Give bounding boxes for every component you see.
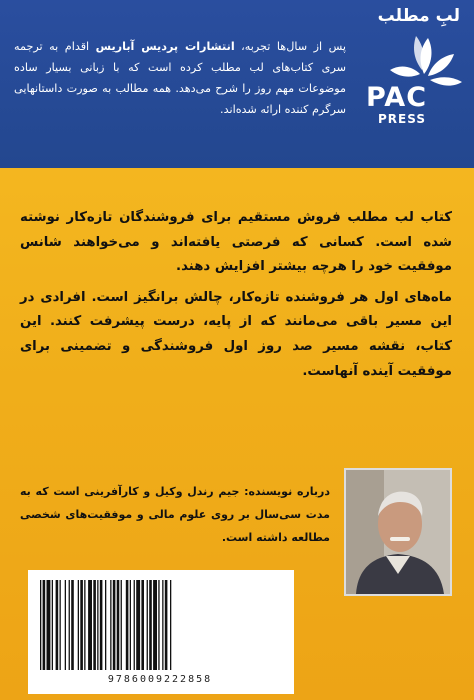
barcode-stripe xyxy=(43,580,46,670)
barcode-stripe xyxy=(162,580,163,670)
series-title: لبِ مطلب xyxy=(377,6,460,26)
barcode-stripe xyxy=(71,580,74,670)
barcode-stripe xyxy=(60,580,61,670)
description-text: برای فروشندگان تازه‌کار نوشته شده است. کسانی که فرصتی یافته‌اند و می‌خواهند شانس موفقیت خود را هرچه بیشتر افزایش دهند. xyxy=(20,210,452,275)
logo-wordmark: PAC xyxy=(366,82,428,113)
barcode-stripe xyxy=(40,580,41,670)
barcode-stripe xyxy=(158,580,159,670)
description-text: کتاب xyxy=(413,210,452,225)
barcode-stripe xyxy=(69,580,70,670)
barcode-stripe xyxy=(149,580,152,670)
barcode-stripe xyxy=(105,580,106,670)
isbn-number: 9786009222858 xyxy=(107,674,213,685)
book-description xyxy=(20,206,452,390)
series-description xyxy=(14,36,346,120)
barcode-stripe xyxy=(52,580,53,670)
barcode-stripe xyxy=(147,580,148,670)
barcode-stripe xyxy=(117,580,120,670)
description-paragraph-2: ماه‌های اول هر فروشنده تازه‌کار، چالش برانگیز است. افرادی در این مسیر باقی می‌مانند که از پایه، درست پیشرفت کنند. این کتاب، نقشه مسیر صد روز اول فروشندگی و تضمینی برای موفقیت آینده آنهاست. xyxy=(20,289,452,379)
barcode-area xyxy=(28,570,294,694)
series-description-part: پس از سال‌ها تجربه، xyxy=(234,40,347,53)
barcode-stripe xyxy=(170,580,171,670)
pac-press-logo xyxy=(362,30,470,130)
author-portrait xyxy=(346,470,450,594)
author-photo xyxy=(344,468,452,596)
barcode-stripe xyxy=(136,580,140,670)
barcode-stripe xyxy=(126,580,129,670)
description-paragraph-1 xyxy=(20,206,452,280)
series-description-part: اقدام به ترجمه سری کتاب‌های لب مطلب کرده است که با زبانی بسیار ساده موضوعات مهم روز را شرح می‌دهد. همه مطالب به صورت داستانهایی سرگرم کننده ارائه شده‌اند. xyxy=(14,40,346,116)
barcode-stripe xyxy=(121,580,122,670)
about-author-text: جیم رندل وکیل و کارآفرینی است که به مدت سی‌سال بر روی علوم مالی و موفقیت‌های شخصی مطالعه داشته است. xyxy=(20,485,330,544)
barcode-stripe xyxy=(78,580,79,670)
barcode-stripe xyxy=(165,580,168,670)
barcode-stripe xyxy=(153,580,157,670)
barcode xyxy=(38,580,284,670)
barcode-stripe xyxy=(141,580,144,670)
barcode-stripe xyxy=(110,580,111,670)
barcode-stripe xyxy=(80,580,83,670)
barcode-stripe xyxy=(113,580,116,670)
book-title: لب مطلب فروش مستقیم xyxy=(237,210,414,225)
barcode-stripe xyxy=(134,580,135,670)
about-author xyxy=(20,480,330,549)
barcode-stripe xyxy=(84,580,85,670)
logo-subtitle: PRESS xyxy=(378,112,426,126)
barcode-stripe xyxy=(97,580,98,670)
barcode-stripe xyxy=(65,580,66,670)
barcode-stripe xyxy=(130,580,131,670)
barcode-stripe xyxy=(88,580,92,670)
barcode-stripe xyxy=(93,580,96,670)
publisher-name: انتشارات پردیس آباریس xyxy=(95,40,235,53)
barcode-stripe xyxy=(47,580,51,670)
publisher-band xyxy=(0,0,474,168)
barcode-stripe xyxy=(56,580,59,670)
about-author-label: درباره نویسنده: xyxy=(244,485,331,498)
barcode-stripe xyxy=(100,580,103,670)
